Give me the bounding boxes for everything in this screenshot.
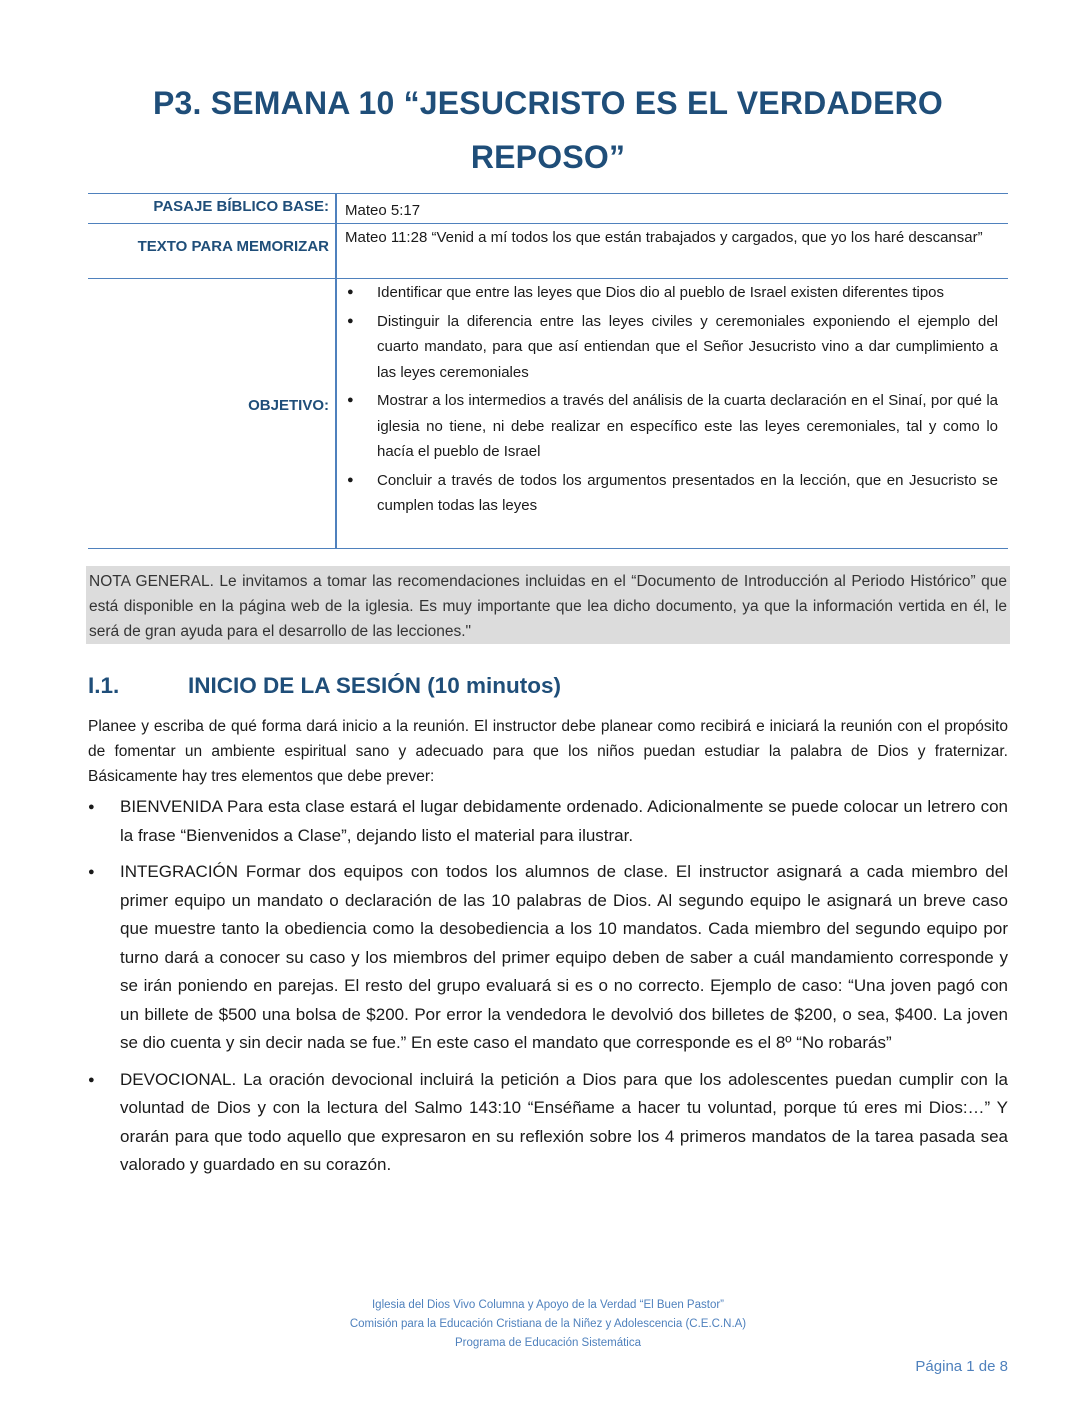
general-note: NOTA GENERAL. Le invitamos a tomar las recomendaciones incluidas en el “Documento de Introducción al Periodo Histórico” que está disponible en la página web de la iglesia. Es muy importante que lea dicho documento, ya que la información vertida en él, le será de gran ayuda para el desarrollo de las lecciones." — [86, 566, 1010, 644]
section-number: I.1. — [88, 673, 120, 698]
list-item: ● Identificar que entre las leyes que Dios dio al pueblo de Israel existen diferentes tipos — [345, 280, 998, 306]
texto-label: TEXTO PARA MEMORIZAR — [88, 224, 336, 279]
bullet-icon: ● — [88, 801, 95, 813]
list-item: ● Concluir a través de todos los argumentos presentados en la lección, que en Jesucristo se cumplen todas las leyes — [345, 468, 998, 519]
pasaje-row — [88, 194, 1008, 224]
bullet-icon: ● — [347, 286, 354, 298]
bullet-icon: ● — [88, 866, 95, 878]
list-item-bienvenida: ● BIENVENIDA Para esta clase estará el lugar debidamente ordenado. Adicionalmente se puede colocar un letrero con la frase “Bienvenidos a Clase”, dejando listo el material para ilustrar. — [88, 793, 1008, 850]
objetivo-list — [345, 279, 998, 519]
bullet-icon: ● — [88, 1073, 95, 1086]
page-footer — [88, 1296, 1008, 1353]
section-title: INICIO DE LA SESIÓN (10 minutos) — [188, 673, 561, 698]
footer-line-program: Programa de Educación Sistemática — [454, 1337, 641, 1349]
section-heading — [88, 668, 1008, 704]
list-item-devocional: ● DEVOCIONAL. La oración devocional incluirá la petición a Dios para que los adolescentes puedan cumplir con la voluntad de Dios y con la lectura del Salmo 143:10 “Enséñame a hacer tu voluntad, porque tú eres mi Dios:…” Y orarán para que todo aquello que expresaron en su reflexión sobre los 4 primeros mandatos de la tarea pasada sea valorado y guardado en su corazón. — [88, 1066, 1008, 1180]
list-item-integracion: ● INTEGRACIÓN Formar dos equipos con todos los alumnos de clase. El instructor asignará a cada miembro del primer equipo un mandato o declaración de las 10 palabras de Dios. Al segundo equipo le asignará un breve caso que muestre tanto la obediencia como la desobediencia a los 10 mandatos. Cada miembro del segundo equipo por turno dará a conocer su caso y los miembros del primer equipo deben de saber a cuál mandamiento corresponde y se irán poniendo en parejas. El resto del grupo evaluará si es o no correcto. Ejemplo de caso: “Una joven pagó con un billete de $500 una bolsa de $200. Por error la vendedora le devolvió dos billetes de $200, o sea, $400. La joven se dio cuenta y sin decir nada se fue.” En este caso el mandato que corresponde es el 8º “No robarás” — [88, 858, 1008, 1058]
texto-row — [88, 224, 1008, 279]
session-elements-list — [88, 793, 1008, 1188]
list-item: ● Mostrar a los intermedios a través del análisis de la cuarta declaración en el Sinaí, por qué la iglesia no tiene, ni debe realizar en específico este las leyes ceremoniales, tal y como lo hacía el pueblo de Israel — [345, 388, 998, 465]
list-item: ● Distinguir la diferencia entre las leyes civiles y ceremoniales exponiendo el ejemplo del cuarto mandato, para que así entiendan que el Señor Jesucristo vino a dar cumplimiento a las leyes ceremoniales — [345, 309, 998, 386]
bullet-icon: ● — [347, 394, 354, 406]
lesson-info-table — [88, 193, 1008, 549]
pasaje-label: PASAJE BÍBLICO BASE: — [88, 194, 336, 224]
page-number: Página 1 de 8 — [915, 1358, 1008, 1375]
objetivo-row — [88, 279, 1008, 549]
objetivo-label: OBJETIVO: — [88, 279, 336, 549]
bullet-icon: ● — [347, 314, 354, 327]
page-title: P3. SEMANA 10 “JESUCRISTO ES EL VERDADERO REPOSO” — [152, 85, 944, 175]
footer-line-church: Iglesia del Dios Vivo Columna y Apoyo de la Verdad “El Buen Pastor” — [371, 1299, 724, 1311]
bullet-icon: ● — [347, 473, 354, 486]
texto-value: Mateo 11:28 “Venid a mí todos los que están trabajados y cargados, que yo los haré descansar” — [345, 229, 983, 246]
section-intro: Planee y escriba de qué forma dará inicio a la reunión. El instructor debe planear como recibirá e iniciará la reunión con el propósito de fomentar un ambiente espiritual sano y adecuado para que los niños puedan estudiar la palabra de Dios y fraternizar. Básicamente hay tres elementos que debe prever: — [88, 718, 1008, 785]
objetivo-value — [336, 279, 1008, 549]
footer-line-commission: Comisión para la Educación Cristiana de la Niñez y Adolescencia (C.E.C.N.A) — [349, 1318, 747, 1330]
pasaje-value: Mateo 5:17 — [345, 202, 421, 219]
